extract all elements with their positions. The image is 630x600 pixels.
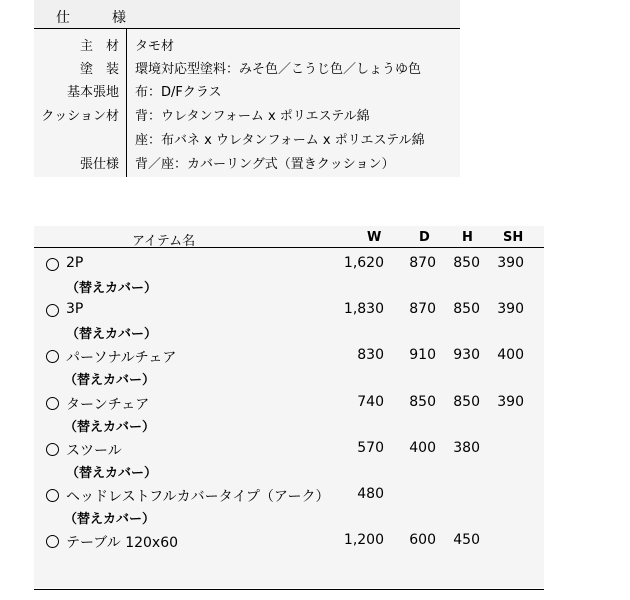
- item-sub: （替えカバー）: [66, 327, 158, 342]
- item-h: 450: [453, 532, 480, 548]
- table-row: [34, 394, 544, 436]
- item-name: 3P: [66, 301, 84, 317]
- item-w: 1,830: [343, 301, 384, 317]
- item-name: 2P: [66, 255, 84, 271]
- spec-label: 主 材: [79, 39, 119, 54]
- item-sh: 390: [497, 394, 524, 410]
- header-h: H: [462, 230, 473, 245]
- item-sub: （替えカバー）: [66, 281, 158, 296]
- spec-row: [34, 77, 460, 99]
- header-item-name: アイテム名: [132, 234, 196, 249]
- item-w: 1,620: [343, 255, 384, 271]
- table-row: [34, 347, 544, 389]
- spec-header: [34, 0, 460, 29]
- spec-row: [34, 125, 460, 147]
- circle-bullet-icon: [46, 304, 59, 317]
- table-row: [34, 255, 544, 297]
- spec-value: 布：D/Fクラス: [135, 85, 222, 100]
- spec-value: 環境対応型塗料：みそ色／こうじ色／しょうゆ色: [135, 62, 422, 77]
- table-row: [34, 532, 544, 574]
- item-d: 870: [409, 255, 436, 271]
- item-sub: （替えカバー）: [64, 373, 156, 388]
- spec-row: [34, 101, 460, 123]
- spec-value: 座：布バネ x ウレタンフォーム x ポリエステル綿: [135, 133, 425, 148]
- item-sub: （替えカバー）: [64, 512, 156, 527]
- spec-row: [34, 31, 460, 53]
- spec-value: 背／座：カバーリング式（置きクッション）: [135, 157, 395, 172]
- item-name: ヘッドレストフルカバータイプ（アーク）: [66, 489, 330, 505]
- item-h: 850: [453, 301, 480, 317]
- item-name: テーブル 120x60: [66, 535, 179, 551]
- item-sh: 390: [497, 255, 524, 271]
- item-d: 600: [409, 532, 436, 548]
- spec-label: 塗 装: [79, 62, 119, 77]
- item-h: 380: [453, 440, 480, 456]
- items-bottom-rule: [34, 589, 544, 590]
- item-w: 480: [357, 486, 384, 502]
- spec-value: タモ材: [135, 39, 175, 54]
- item-sh: 390: [497, 301, 524, 317]
- spec-label: 基本張地: [66, 85, 119, 100]
- item-h: 850: [453, 255, 480, 271]
- items-table: [34, 226, 544, 588]
- item-h: 930: [453, 347, 480, 363]
- table-row: [34, 486, 544, 528]
- item-name: パーソナルチェア: [66, 350, 177, 366]
- item-w: 740: [357, 394, 384, 410]
- item-name: スツール: [66, 443, 122, 459]
- spec-label: クッション材: [41, 109, 119, 124]
- circle-bullet-icon: [46, 350, 59, 363]
- circle-bullet-icon: [46, 443, 59, 456]
- item-d: 910: [409, 347, 436, 363]
- item-d: 850: [409, 394, 436, 410]
- spec-value: 背：ウレタンフォーム x ポリエステル綿: [135, 109, 370, 124]
- item-sub: （替えカバー）: [64, 420, 156, 435]
- items-header: [34, 226, 544, 248]
- item-name: ターンチェア: [66, 397, 150, 413]
- circle-bullet-icon: [46, 535, 59, 548]
- table-row: [34, 301, 544, 343]
- spec-title: 仕 様: [56, 10, 140, 26]
- spec-row: [34, 149, 460, 171]
- item-h: 850: [453, 394, 480, 410]
- spec-label: 張仕様: [79, 157, 119, 172]
- header-d: D: [419, 230, 430, 245]
- item-d: 870: [409, 301, 436, 317]
- header-w: W: [367, 230, 382, 245]
- header-sh: SH: [503, 230, 524, 245]
- table-row: [34, 440, 544, 482]
- circle-bullet-icon: [46, 258, 59, 271]
- item-w: 1,200: [343, 532, 384, 548]
- item-w: 830: [357, 347, 384, 363]
- item-d: 400: [409, 440, 436, 456]
- item-sub: （替えカバー）: [66, 466, 158, 481]
- spec-row: [34, 54, 460, 76]
- circle-bullet-icon: [46, 489, 59, 502]
- item-w: 570: [357, 440, 384, 456]
- circle-bullet-icon: [46, 397, 59, 410]
- item-sh: 400: [497, 347, 524, 363]
